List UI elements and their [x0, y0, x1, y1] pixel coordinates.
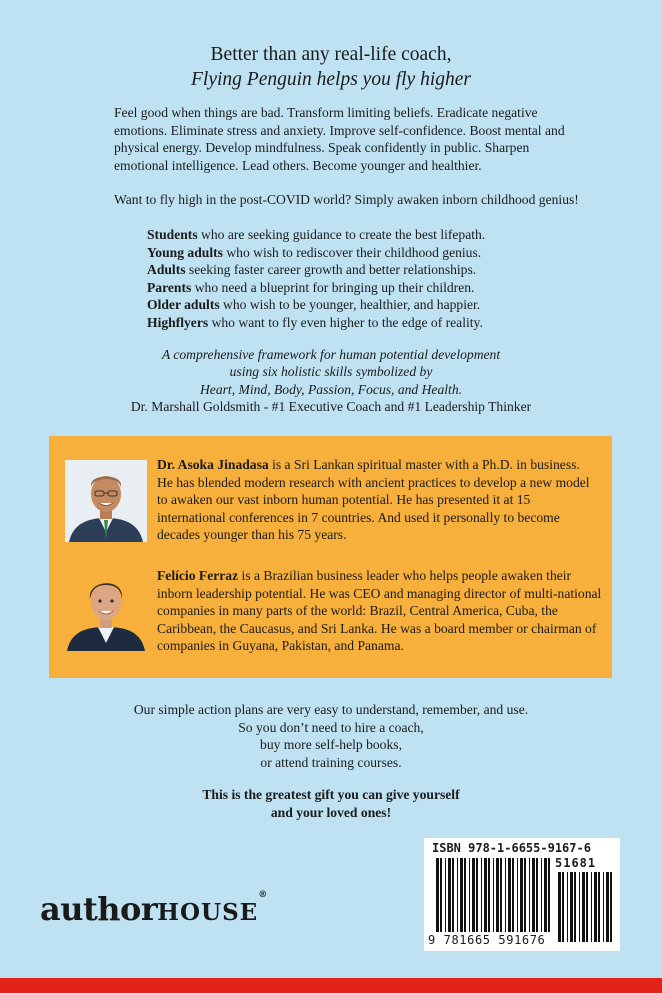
audience-who: Adults	[147, 262, 186, 278]
gift-text	[0, 786, 662, 821]
framework-line3: Heart, Mind, Body, Passion, Focus, and Health.	[199, 381, 463, 397]
closing-line4: or attend training courses.	[260, 754, 402, 770]
closing-line1: Our simple action plans are very easy to understand, remember, and use.	[133, 702, 529, 717]
audience-what: who need a blueprint for bringing up their children.	[191, 279, 475, 295]
author-bio-text: is a Sri Lankan spiritual master with a Ph.D. in business. He has blended modern research with ancient practices to develop a new model to awaken our vast inborn human potential. He has presented it at 15 international conferences in 7 countries. And used it personally to become decades younger than his 75 years.	[157, 457, 590, 543]
isbn-label: ISBN 978-1-6655-9167-6	[432, 841, 591, 855]
author-photo-asoka	[65, 460, 147, 542]
logo-house: HOUSE	[157, 899, 259, 926]
audience-item	[147, 226, 547, 244]
cta-line: Want to fly high in the post-COVID world? Simply awaken inborn childhood genius!	[114, 192, 579, 207]
author-bio-asoka	[157, 456, 597, 544]
author-name: Felício Ferraz	[157, 568, 239, 583]
audience-item	[147, 261, 547, 279]
audience-who: Students	[147, 227, 198, 242]
headline-line1: Better than any real-life coach,	[210, 44, 452, 65]
framework-line2: using six holistic skills symbolized by	[229, 364, 433, 380]
barcode	[424, 838, 620, 951]
logo-author: author	[40, 890, 158, 928]
audience-who: Parents	[147, 279, 192, 295]
author-name: Dr. Asoka Jinadasa	[157, 457, 269, 472]
headline	[0, 42, 662, 92]
framework-attribution: Dr. Marshall Goldsmith - #1 Executive Coach and #1 Leadership Thinker	[130, 399, 532, 415]
audience-item	[147, 314, 547, 332]
audience-what: who are seeking guidance to create the best lifepath.	[197, 227, 486, 242]
audience-item	[147, 296, 547, 314]
audience-what: who wish to rediscover their childhood genius.	[222, 244, 482, 260]
intro-paragraph: Feel good when things are bad. Transform limiting beliefs. Eradicate negative emotions. Eliminate stress and anxiety. Improve self-confidence. Boost mental and physical energy. Develop mindfulness. Speak confidently in public. Sharpen emotional intelligence. Lead others. Become younger and healthier.	[114, 105, 565, 173]
author-photo-felicio	[65, 567, 147, 651]
audience-item	[147, 244, 547, 262]
barcode-addon: 51681	[555, 856, 597, 870]
headline-line2: Flying Penguin helps you fly higher	[191, 69, 471, 90]
audience-list	[147, 226, 547, 332]
audience-what: who want to fly even higher to the edge of reality.	[208, 314, 483, 330]
framework-line1: A comprehensive framework for human potential development	[161, 347, 501, 362]
barcode-digits: 9 781665 591676	[428, 933, 546, 947]
audience-who: Highflyers	[147, 314, 209, 330]
author-panel	[49, 436, 612, 678]
audience-who: Older adults	[147, 297, 220, 313]
audience-what: seeking faster career growth and better relationships.	[185, 262, 477, 278]
author-bio-text: is a Brazilian business leader who helps people awaken their inborn leadership potential. He was CEO and managing director of multi-national companies in many parts of the world: Brazil, Central America, Cuba, the Caribbean, the Caucasus, and Sri Lanka. He was a board member or chairman of companies in Guyana, Pakistan, and Panama.	[157, 568, 602, 654]
audience-what: who wish to be younger, healthier, and happier.	[219, 297, 481, 313]
publisher-logo	[40, 890, 267, 928]
closing-text	[0, 701, 662, 771]
audience-item	[147, 279, 547, 297]
closing-line2: So you don’t need to hire a coach,	[238, 719, 424, 735]
author-bio-felicio	[157, 567, 602, 655]
audience-who: Young adults	[147, 244, 223, 260]
gift-line1: This is the greatest gift you can give yourself	[202, 787, 460, 802]
gift-line2: and your loved ones!	[270, 804, 392, 820]
logo-registered: ®	[258, 890, 267, 900]
framework-quote	[0, 346, 662, 416]
bottom-stripe	[0, 978, 662, 993]
closing-line3: buy more self-help books,	[260, 737, 402, 753]
